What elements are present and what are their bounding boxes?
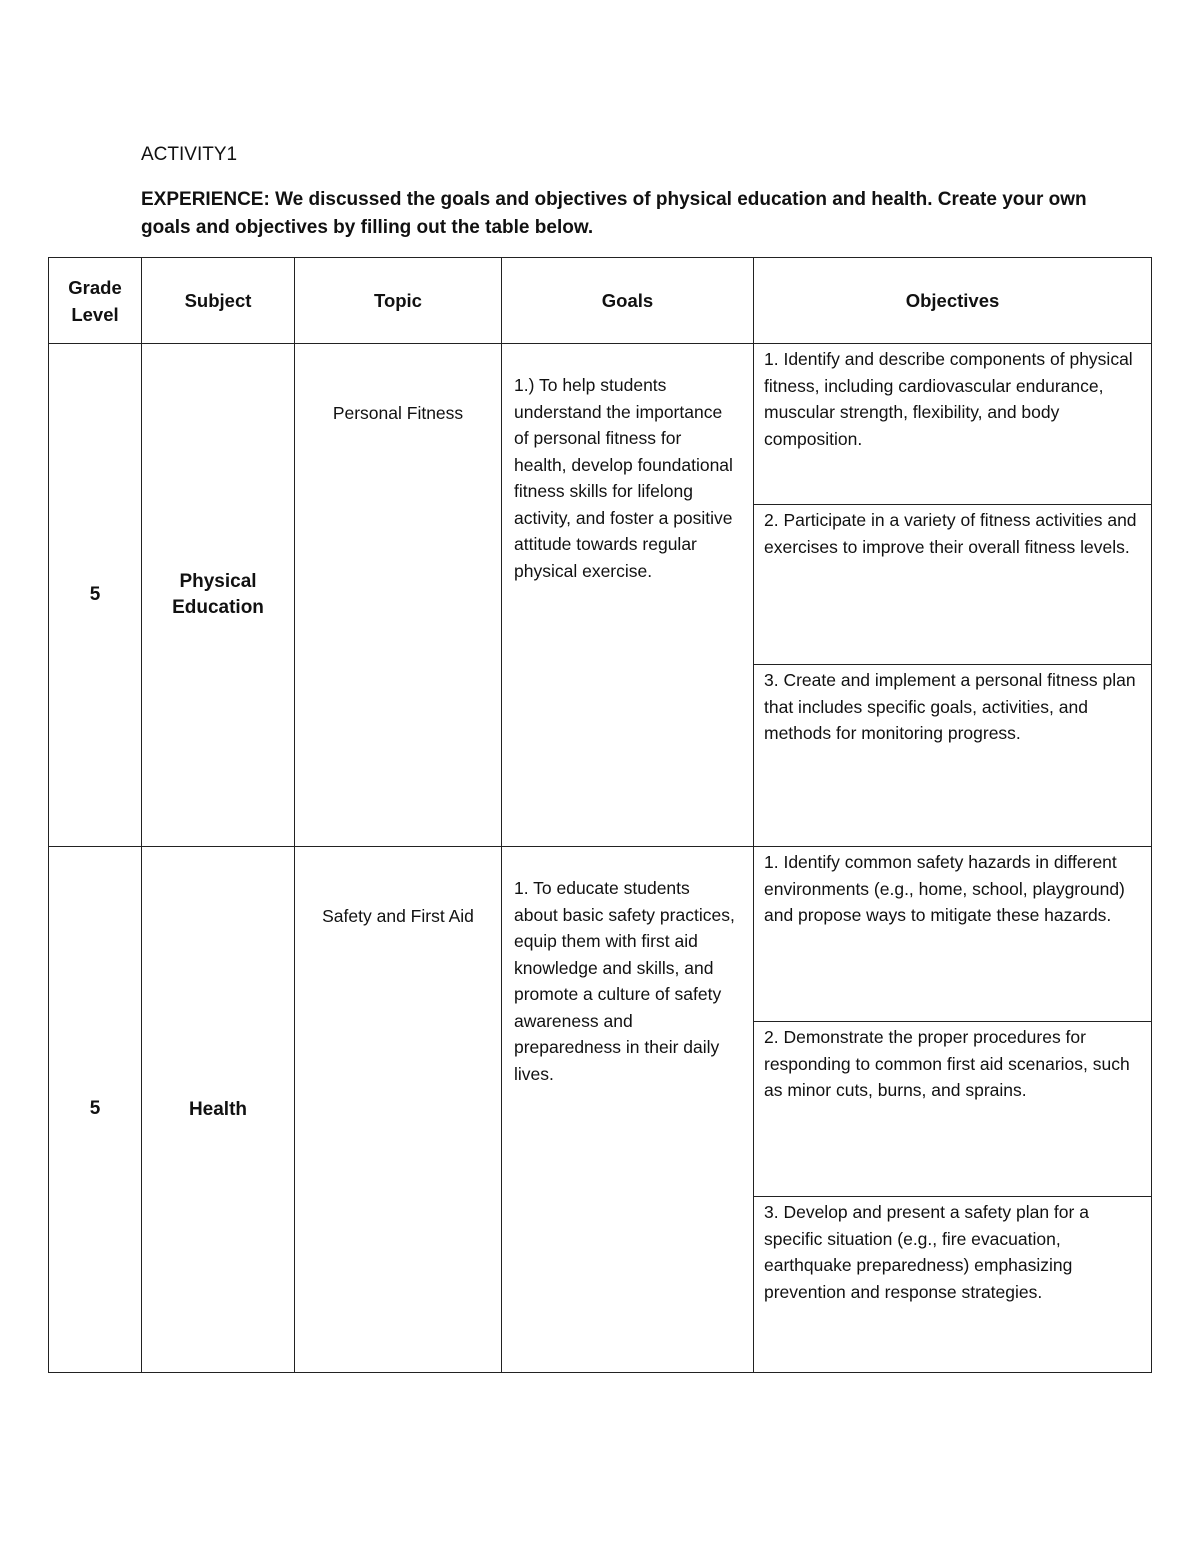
- table-row: [49, 847, 1152, 1022]
- goal-cell: 1. To educate students about basic safety practices, equip them with first aid knowledge and skills, and promote a culture of safety awareness and preparedness in their daily lives.: [502, 847, 754, 1373]
- header-grade-level: Grade Level: [49, 258, 142, 344]
- goal-cell: 1.) To help students understand the importance of personal fitness for health, develop foundational fitness skills for lifelong activity, and foster a positive attitude towards regular physical exercise.: [502, 344, 754, 847]
- subject-cell: Physical Education: [142, 344, 295, 847]
- header-topic: Topic: [295, 258, 502, 344]
- activity-table: [48, 257, 1152, 1373]
- header-goals: Goals: [502, 258, 754, 344]
- objective-cell: 2. Participate in a variety of fitness activities and exercises to improve their overall fitness levels.: [754, 505, 1152, 665]
- header-objectives: Objectives: [754, 258, 1152, 344]
- objective-cell: 2. Demonstrate the proper procedures for responding to common first aid scenarios, such as minor cuts, burns, and sprains.: [754, 1022, 1152, 1197]
- table-row: [49, 344, 1152, 505]
- grade-level-cell: 5: [49, 344, 142, 847]
- objective-cell: 3. Develop and present a safety plan for a specific situation (e.g., fire evacuation, earthquake preparedness) emphasizing prevention and response strategies.: [754, 1197, 1152, 1373]
- subject-cell: Health: [142, 847, 295, 1373]
- topic-cell: Safety and First Aid: [295, 847, 502, 1373]
- objective-cell: 1. Identify and describe components of physical fitness, including cardiovascular endurance, muscular strength, flexibility, and body composition.: [754, 344, 1152, 505]
- activity-title: ACTIVITY1: [141, 144, 238, 165]
- header-subject: Subject: [142, 258, 295, 344]
- grade-level-cell: 5: [49, 847, 142, 1373]
- instructions: EXPERIENCE: We discussed the goals and objectives of physical education and health. Create your own goals and objectives by filling out the table below.: [141, 189, 1087, 238]
- topic-cell: Personal Fitness: [295, 344, 502, 847]
- table-header-row: [49, 258, 1152, 344]
- objective-cell: 1. Identify common safety hazards in different environments (e.g., home, school, playground) and propose ways to mitigate these hazards.: [754, 847, 1152, 1022]
- objective-cell: 3. Create and implement a personal fitness plan that includes specific goals, activities, and methods for monitoring progress.: [754, 665, 1152, 847]
